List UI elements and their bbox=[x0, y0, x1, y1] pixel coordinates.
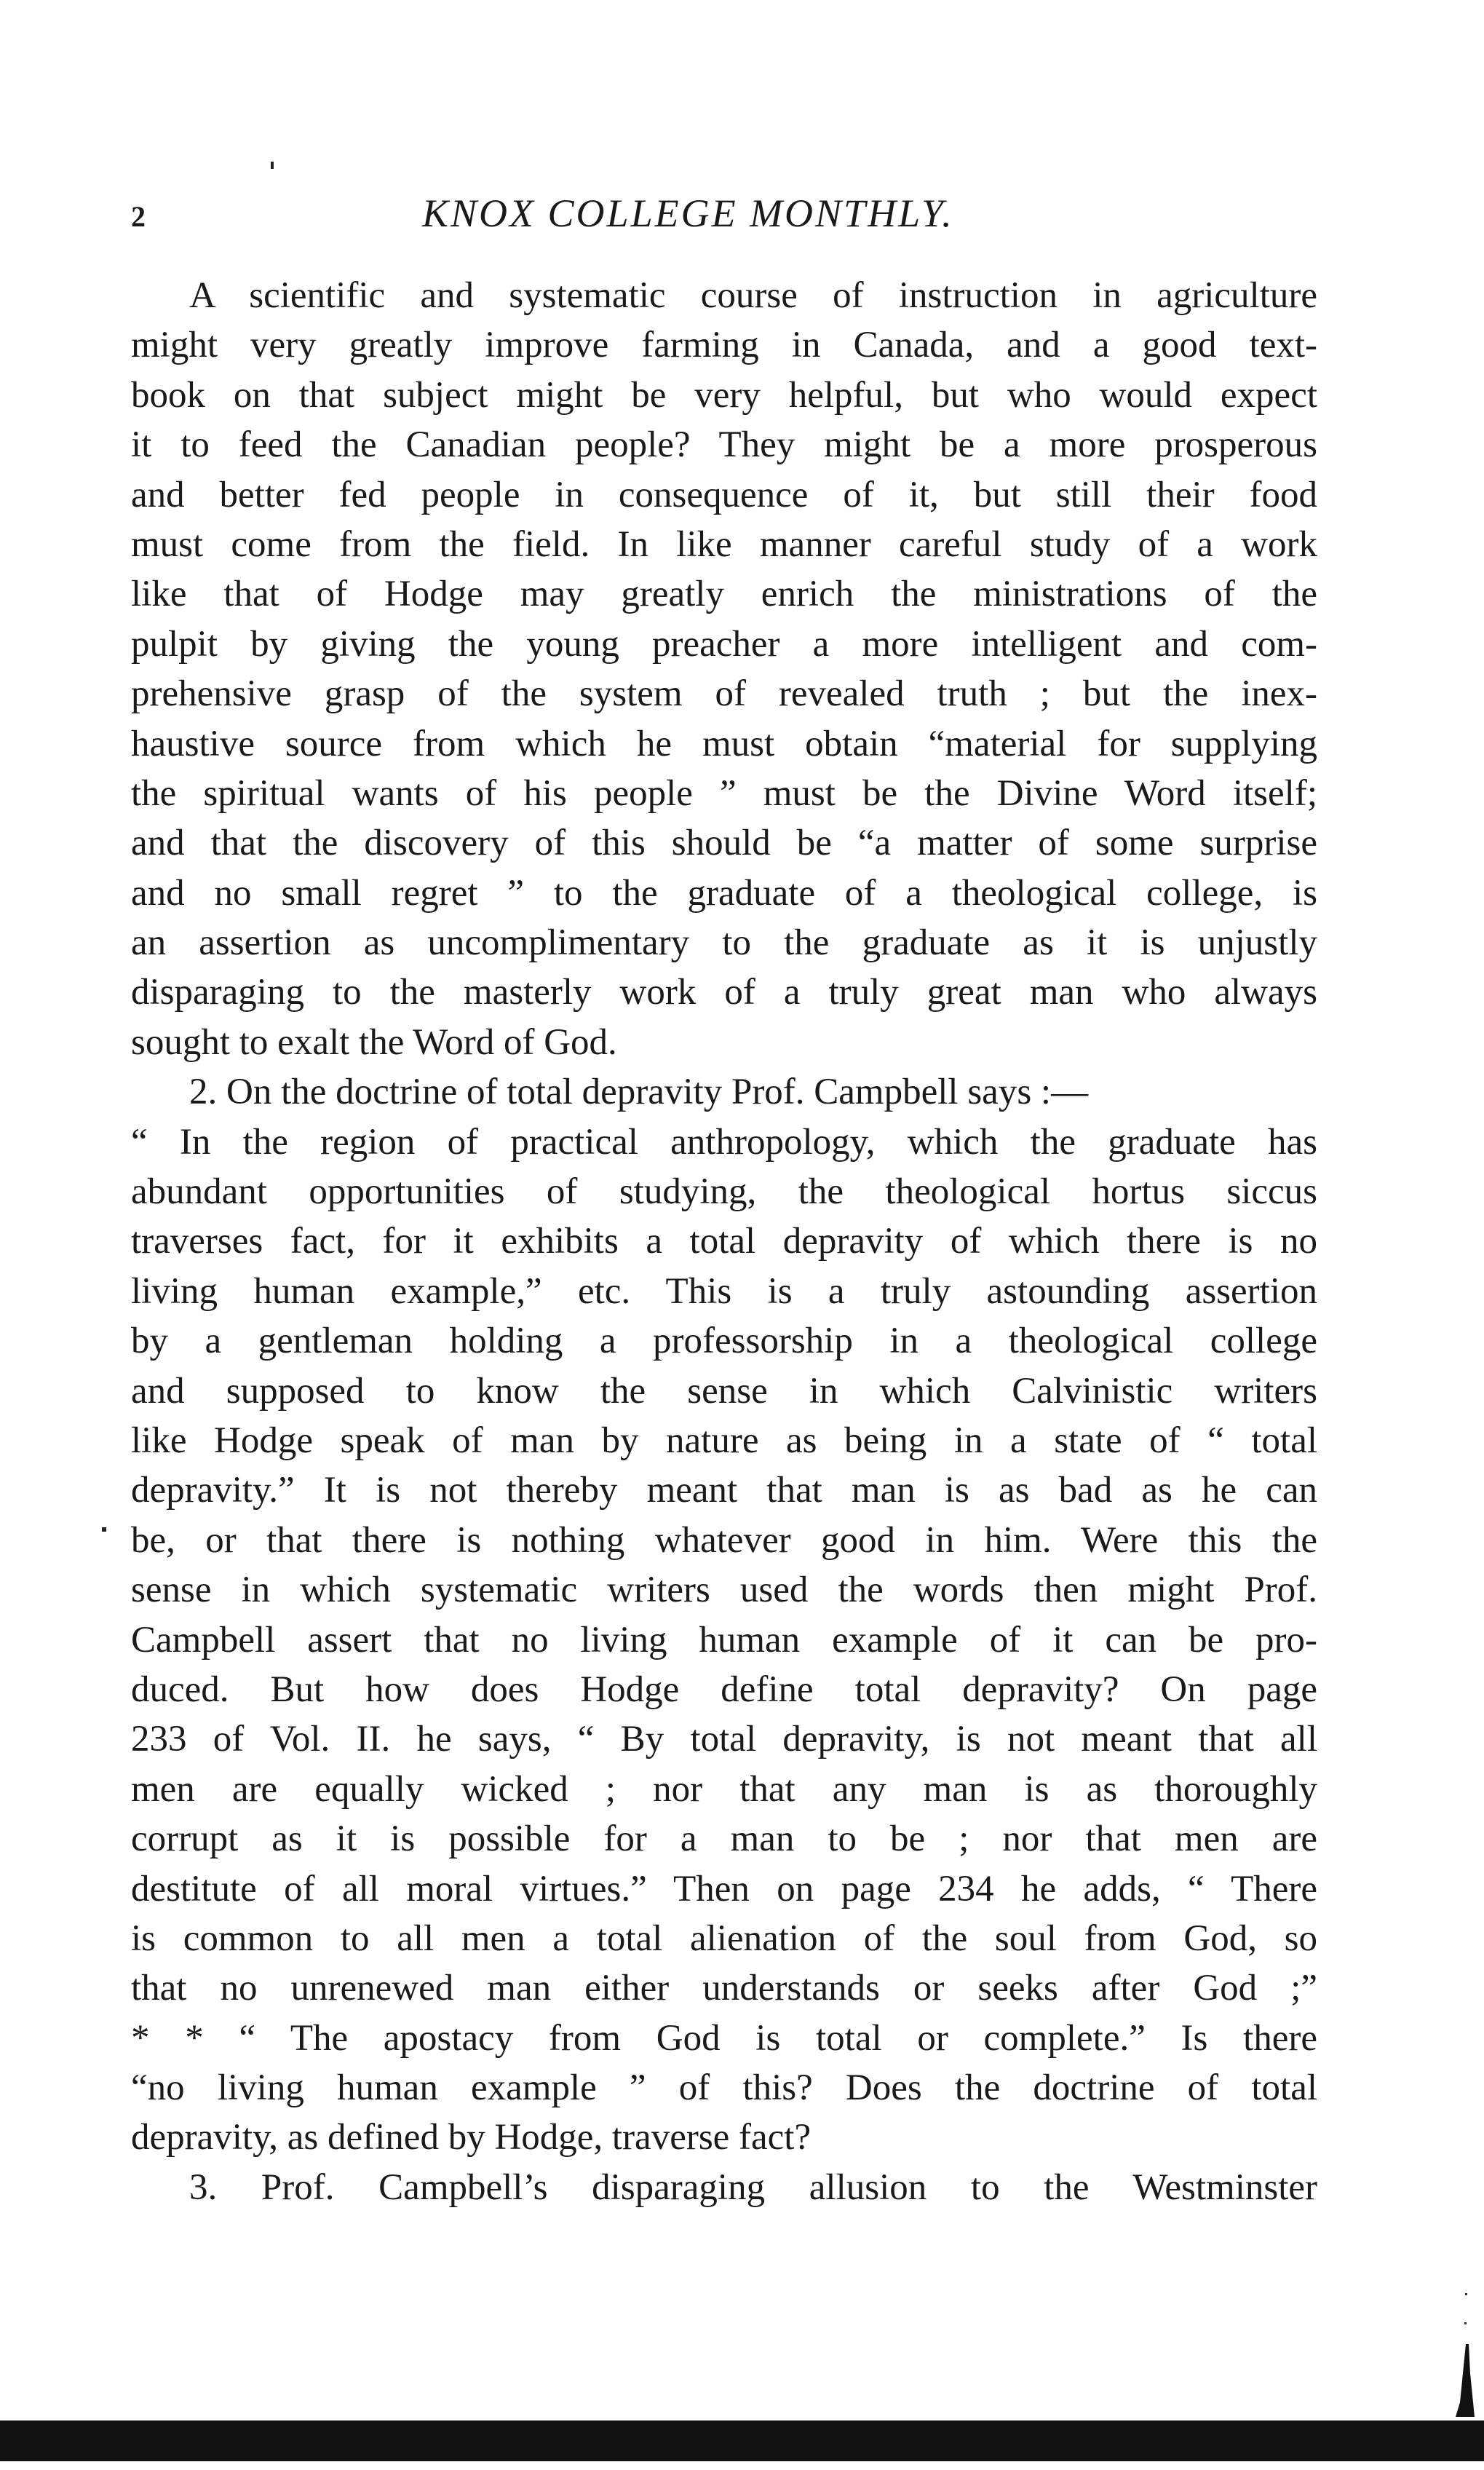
text-line: abundant opportunities of studying, the theological hortus siccus bbox=[131, 1171, 1317, 1213]
text-line: might very greatly improve farming in Canada, and a good text- bbox=[131, 325, 1317, 366]
text-line: depravity, as defined by Hodge, traverse fact? bbox=[131, 2117, 812, 2158]
text-line: duced. But how does Hodge define total depravity? On page bbox=[131, 1669, 1317, 1710]
text-line: A scientific and systematic course of instruction in agriculture bbox=[189, 275, 1317, 316]
text-line: the spiritual wants of his people ” must be the Divine Word itself; bbox=[131, 772, 1317, 814]
text-line: haustive source from which he must obtain “material for supplying bbox=[131, 723, 1317, 764]
text-line: 3. Prof. Campbell’s disparaging allusion to the Westminster bbox=[189, 2166, 1317, 2208]
text-line: like that of Hodge may greatly enrich the ministrations of the bbox=[131, 574, 1317, 615]
text-line: is common to all men a total alienation of the soul from God, so bbox=[131, 1917, 1317, 1959]
text-line: that no unrenewed man either understands or seeks after God ;” bbox=[131, 1968, 1317, 2009]
text-line: book on that subject might be very helpful, but who would expect bbox=[131, 374, 1317, 416]
text-line: sought to exalt the Word of God. bbox=[131, 1021, 617, 1063]
text-line: prehensive grasp of the system of revealed truth ; but the inex- bbox=[131, 673, 1317, 715]
text-line: and supposed to know the sense in which Calvinistic writers bbox=[131, 1370, 1317, 1412]
text-line: “ In the region of practical anthropology, which the graduate has bbox=[131, 1121, 1317, 1163]
text-line: and that the discovery of this should be “a matter of some surprise bbox=[131, 823, 1317, 864]
text-line: an assertion as uncomplimentary to the graduate as it is unjustly bbox=[131, 922, 1317, 964]
text-line: like Hodge speak of man by nature as being in a state of “ total bbox=[131, 1420, 1317, 1461]
text-line: disparaging to the masterly work of a truly great man who always bbox=[131, 972, 1317, 1013]
text-line: * * “ The apostacy from God is total or complete.” Is there bbox=[131, 2017, 1317, 2059]
text-line: “no living human example ” of this? Does the doctrine of total bbox=[131, 2067, 1317, 2109]
text-line: and no small regret ” to the graduate of a theological college, is bbox=[131, 872, 1317, 914]
text-line: depravity.” It is not thereby meant that man is as bad as he can bbox=[131, 1470, 1317, 1511]
text-line: pulpit by giving the young preacher a more intelligent and com- bbox=[131, 623, 1317, 665]
scan-edge-bar bbox=[0, 2420, 1484, 2461]
page-edge-crease bbox=[1456, 2293, 1475, 2417]
text-line: men are equally wicked ; nor that any man is as thoroughly bbox=[131, 1768, 1317, 1810]
ink-speck bbox=[102, 1527, 106, 1532]
text-line: must come from the field. In like manner careful study of a work bbox=[131, 523, 1317, 565]
text-line: sense in which systematic writers used the words then might Prof. bbox=[131, 1570, 1317, 1611]
text-line: 2. On the doctrine of total depravity Prof. Campbell says :— bbox=[189, 1072, 1089, 1113]
text-line: by a gentleman holding a professorship in a theological college bbox=[131, 1321, 1317, 1362]
text-line: and better fed people in consequence of it, but still their food bbox=[131, 474, 1317, 515]
text-line: Campbell assert that no living human example of it can be pro- bbox=[131, 1619, 1317, 1660]
text-line: corrupt as it is possible for a man to be ; nor that men are bbox=[131, 1818, 1317, 1860]
ink-speck bbox=[271, 162, 274, 169]
text-line: living human example,” etc. This is a truly astounding assertion bbox=[131, 1270, 1317, 1312]
body-text bbox=[131, 271, 1317, 2212]
text-line: 233 of Vol. II. he says, “ By total depravity, is not meant that all bbox=[131, 1719, 1317, 1760]
running-title: KNOX COLLEGE MONTHLY. bbox=[422, 191, 954, 235]
text-line: destitute of all moral virtues.” Then on page 234 he adds, “ There bbox=[131, 1868, 1317, 1909]
text-line: it to feed the Canadian people? They might be a more prosperous bbox=[131, 424, 1317, 466]
page-number: 2 bbox=[131, 200, 146, 233]
text-line: be, or that there is nothing whatever good in him. Were this the bbox=[131, 1519, 1317, 1561]
text-line: traverses fact, for it exhibits a total depravity of which there is no bbox=[131, 1221, 1317, 1262]
page-header bbox=[131, 191, 1317, 249]
